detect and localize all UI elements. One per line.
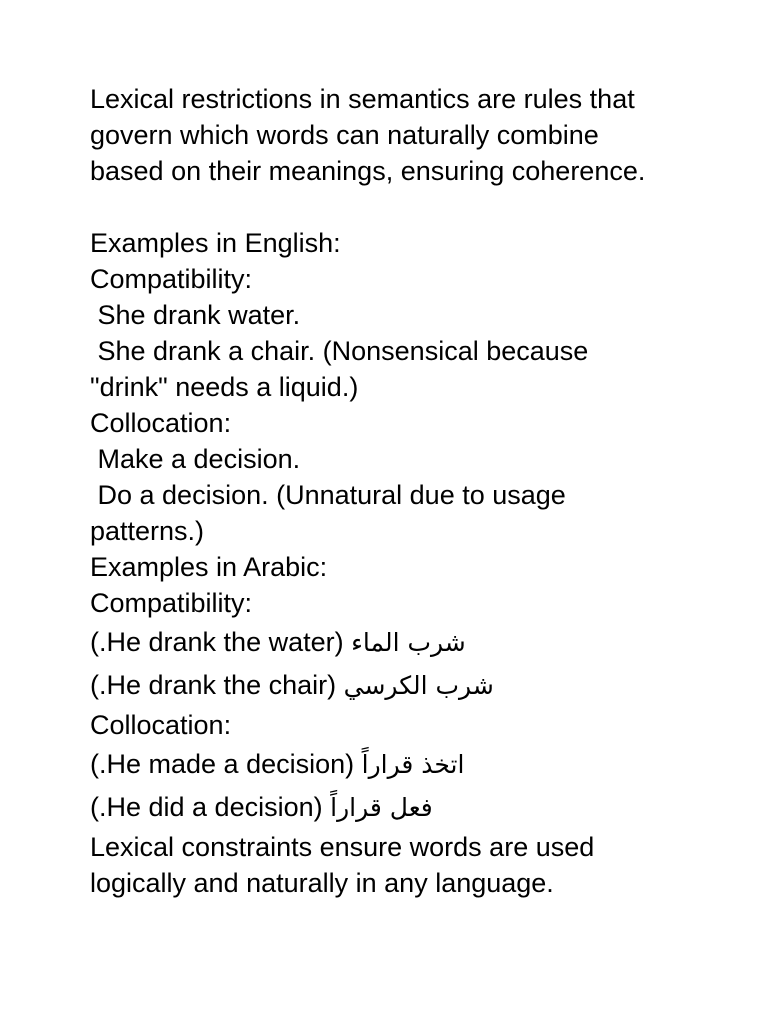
english-collocation-ok: Make a decision. xyxy=(90,444,301,474)
note-body xyxy=(90,81,730,901)
arabic-compatibility-ok-text: شرب الماء xyxy=(351,628,466,657)
english-compatibility-ok: She drank water. xyxy=(90,300,301,330)
arabic-compatibility-bad xyxy=(90,664,730,707)
english-collocation-heading: Collocation: xyxy=(90,408,232,438)
intro-line-2: govern which words can naturally combine xyxy=(90,120,599,150)
arabic-compatibility-bad-gloss: (.He drank the chair) xyxy=(90,670,337,700)
arabic-collocation-ok xyxy=(90,743,730,786)
arabic-collocation-ok-text: اتخذ قراراً xyxy=(361,750,465,779)
arabic-collocation-bad-text: فعل قراراً xyxy=(330,793,433,822)
english-compatibility-bad-2: "drink" needs a liquid.) xyxy=(90,372,359,402)
intro-line-1: Lexical restrictions in semantics are rules that xyxy=(90,84,635,114)
arabic-collocation-bad-gloss: (.He did a decision) xyxy=(90,792,323,822)
arabic-compatibility-bad-text: شرب الكرسي xyxy=(343,671,494,700)
arabic-collocation-ok-gloss: (.He made a decision) xyxy=(90,749,355,779)
conclusion-line-1: Lexical constraints ensure words are used xyxy=(90,832,595,862)
arabic-compatibility-ok-gloss: (.He drank the water) xyxy=(90,627,344,657)
arabic-compatibility-ok xyxy=(90,621,730,664)
arabic-collocation-heading: Collocation: xyxy=(90,710,232,740)
english-collocation-bad-1: Do a decision. (Unnatural due to usage xyxy=(90,480,566,510)
arabic-collocation-bad xyxy=(90,786,730,829)
arabic-heading: Examples in Arabic: xyxy=(90,552,328,582)
arabic-compatibility-heading: Compatibility: xyxy=(90,588,253,618)
blank-line xyxy=(90,189,730,225)
english-collocation-bad-2: patterns.) xyxy=(90,516,205,546)
english-compatibility-bad-1: She drank a chair. (Nonsensical because xyxy=(90,336,589,366)
english-heading: Examples in English: xyxy=(90,228,341,258)
conclusion-line-2: logically and naturally in any language. xyxy=(90,868,554,898)
intro-line-3: based on their meanings, ensuring coherence. xyxy=(90,156,646,186)
english-compatibility-heading: Compatibility: xyxy=(90,264,253,294)
